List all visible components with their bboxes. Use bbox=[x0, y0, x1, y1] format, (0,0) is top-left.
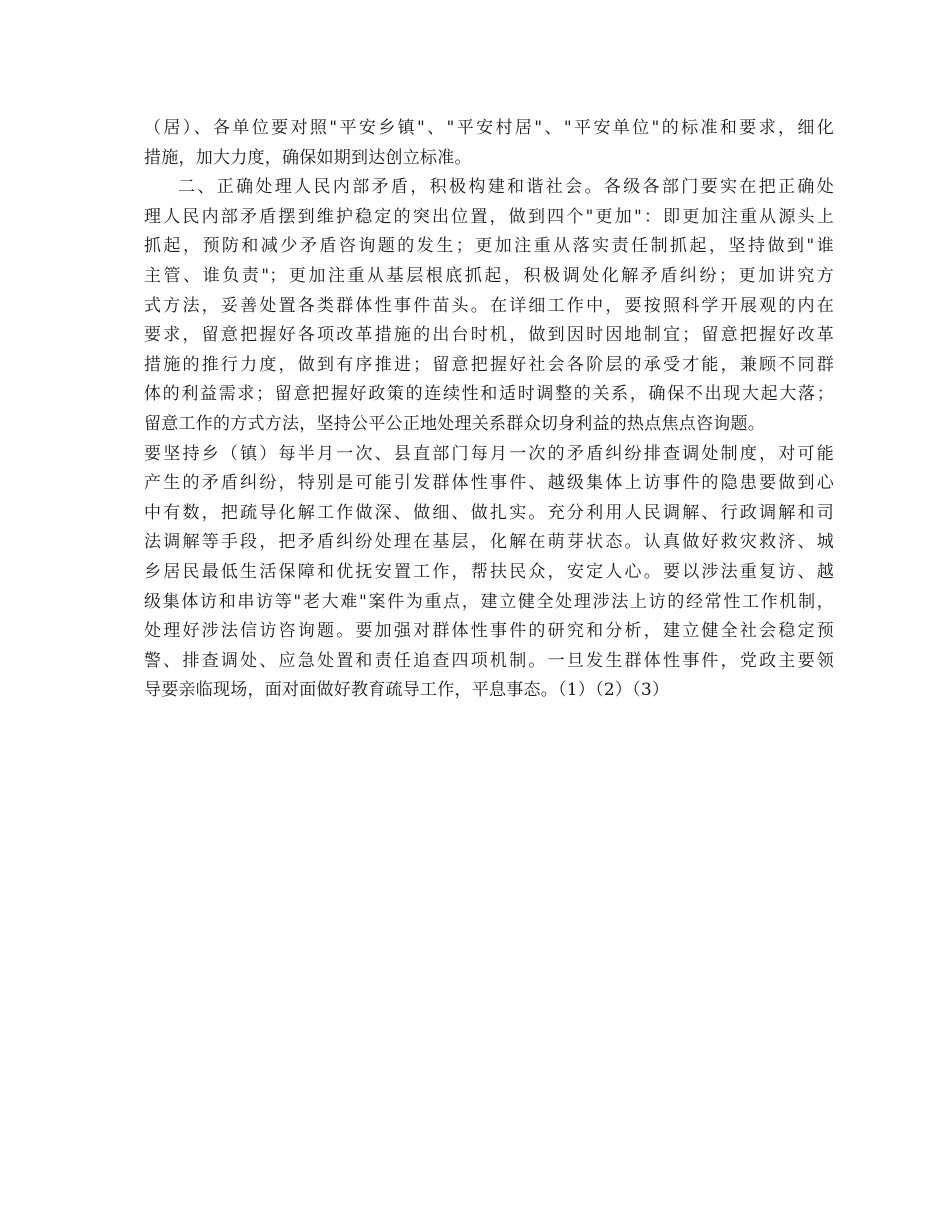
text-line: 处理好涉法信访咨询题。要加强对群体性事件的研究和分析，建立健全社会稳定预 bbox=[144, 621, 834, 642]
text-line: 式方法，妥善处置各类群体性事件苗头。在详细工作中，要按照科学开展观的内在 bbox=[144, 295, 834, 316]
text-line: 体的利益需求；留意把握好政策的连续性和适时调整的关系，确保不出现大起大落； bbox=[144, 384, 834, 405]
text-line: 乡居民最低生活保障和优抚安置工作，帮扶民众，安定人心。要以涉法重复访、越 bbox=[144, 561, 834, 582]
text-line: 要坚持乡（镇）每半月一次、县直部门每月一次的矛盾纠纷排查调处制度，对可能 bbox=[144, 443, 834, 464]
body-text bbox=[144, 114, 834, 706]
text-line: 产生的矛盾纠纷，特别是可能引发群体性事件、越级集体上访事件的隐患要做到心 bbox=[144, 473, 834, 494]
text-line: 要求，留意把握好各项改革措施的出台时机，做到因时因地制宜；留意把握好改革 bbox=[144, 325, 834, 346]
text-line: 导要亲临现场，面对面做好教育疏导工作，平息事态。（1）（2）（3） bbox=[144, 680, 670, 701]
text-line: 留意工作的方式方法，坚持公平公正地处理关系群众切身利益的热点焦点咨询题。 bbox=[144, 413, 765, 434]
text-line: 措施的推行力度，做到有序推进；留意把握好社会各阶层的承受才能，兼顾不同群 bbox=[144, 354, 834, 375]
text-line: 中有数，把疏导化解工作做深、做细、做扎实。充分利用人民调解、行政调解和司 bbox=[144, 502, 834, 523]
text-line: 抓起，预防和减少矛盾咨询题的发生；更加注重从落实责任制抓起，坚持做到"谁 bbox=[144, 236, 834, 257]
text-line: 理人民内部矛盾摆到维护稳定的突出位置，做到四个"更加"：即更加注重从源头上 bbox=[144, 206, 834, 227]
text-line: 措施，加大力度，确保如期到达创立标准。 bbox=[144, 147, 472, 168]
text-line: 法调解等手段，把矛盾纠纷处理在基层，化解在萌芽状态。认真做好救灾救济、城 bbox=[144, 532, 834, 553]
text-line: 警、排查调处、应急处置和责任追查四项机制。一旦发生群体性事件，党政主要领 bbox=[144, 650, 834, 671]
text-line: 主管、谁负责"；更加注重从基层根底抓起，积极调处化解矛盾纠纷；更加讲究方 bbox=[144, 265, 834, 286]
paragraph-first-line: 二、正确处理人民内部矛盾，积极构建和谐社会。各级各部门要实在把正确处 bbox=[178, 177, 834, 198]
text-line: 级集体访和串访等"老大难"案件为重点，建立健全处理涉法上访的经常性工作机制， bbox=[144, 591, 834, 612]
text-line: （居）、各单位要对照"平安乡镇"、"平安村居"、"平安单位"的标准和要求，细化 bbox=[144, 118, 834, 138]
